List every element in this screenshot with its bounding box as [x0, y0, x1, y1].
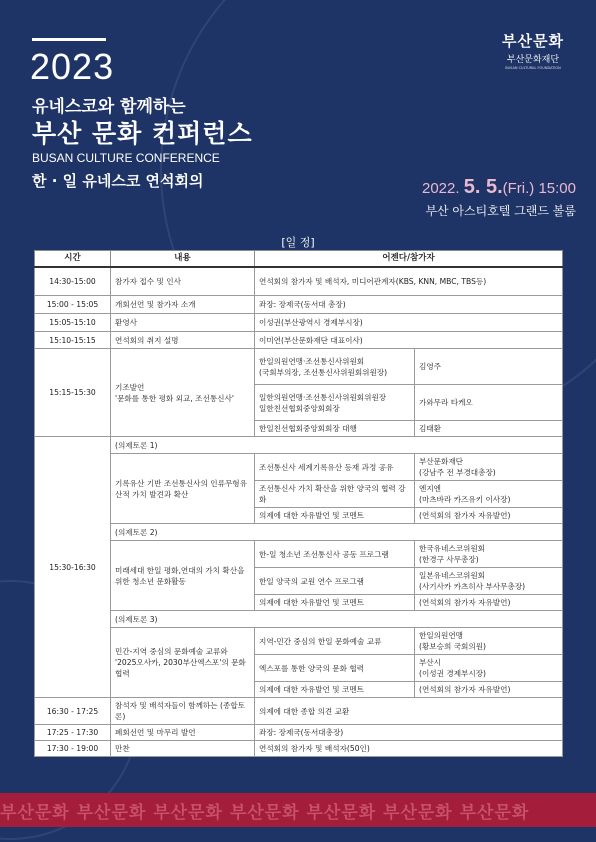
- header-content: 내용: [111, 251, 255, 267]
- time-cell: 16:30 - 17:25: [35, 698, 111, 725]
- table-row: [35, 314, 563, 332]
- participant-cell: (연석회의 참가자 자유발언): [415, 508, 563, 524]
- table-row: [35, 454, 563, 481]
- top-rule: [32, 38, 106, 41]
- table-row: [35, 296, 563, 314]
- event-date: [422, 176, 576, 199]
- page-title: 부산 문화 컨퍼런스: [32, 119, 253, 148]
- time-cell: 15:15-15:30: [35, 349, 111, 437]
- agenda-cell: 의제에 대한 자유발언 및 코멘트: [255, 682, 415, 698]
- english-title: BUSAN CULTURE CONFERENCE: [32, 151, 220, 165]
- content-cell: [111, 349, 255, 437]
- table-row: [35, 267, 563, 296]
- content-line: 기조발언: [115, 382, 145, 392]
- header-agenda: 어젠다/참가자: [255, 251, 563, 267]
- agenda-cell: 연석회의 참가자 및 배석자(50인): [255, 741, 563, 757]
- table-row: [35, 524, 563, 541]
- content-cell: 연석회의 취지 설명: [111, 332, 255, 349]
- content-cell: 민간-지역 중심의 문화예술 교류와 '2025오사카, 2030부산엑스포'의 문화 협력: [111, 628, 255, 698]
- section-label: (의제토론 3): [111, 611, 563, 628]
- agenda-cell: 좌장: 장제국(동서대총장): [255, 725, 563, 741]
- agenda-cell: 한일 양국의 교원 연수 프로그램: [255, 568, 415, 595]
- participant-cell: 한국유네스코위원회 (한경구 사무총장): [415, 541, 563, 568]
- event-name: 한 · 일 유네스코 연석회의: [32, 172, 204, 190]
- participant-cell: 부산문화재단 (강남주 전 부경대총장): [415, 454, 563, 481]
- event-venue: 부산 아스티호텔 그랜드 볼룸: [425, 204, 576, 218]
- participant-cell: 한일의원연맹 (황보승희 국회의원): [415, 628, 563, 655]
- logo-mark: 부산문화: [502, 32, 564, 50]
- header-time: 시간: [35, 251, 111, 267]
- table-row: [35, 741, 563, 757]
- table-header-row: [35, 251, 563, 267]
- time-cell: 15:05-15:10: [35, 314, 111, 332]
- time-cell: 17:30 - 19:00: [35, 741, 111, 757]
- time-cell: 15:00 - 15:05: [35, 296, 111, 314]
- content-cell: 미래세대 한일 평화,연대의 가치 확산을 위한 청소년 문화활동: [111, 541, 255, 611]
- table-row: [35, 332, 563, 349]
- year-heading: 2023: [30, 46, 115, 87]
- schedule-label: [일 정]: [281, 236, 315, 249]
- bottom-logo-band: [0, 793, 596, 827]
- participant-cell: (연석회의 참가자 자유발언): [415, 595, 563, 611]
- participant-cell: 부산시 (이성권 경제부시장): [415, 655, 563, 682]
- agenda-cell: 좌장: 장제국(동서대 총장): [255, 296, 563, 314]
- date-year: 2022.: [421, 180, 460, 197]
- date-weekday: (Fri.): [502, 180, 535, 197]
- participant-cell: 가와무라 타케오: [415, 385, 563, 421]
- table-row: [35, 628, 563, 655]
- content-line: '문화를 통한 평화 외교, 조선통신사': [115, 393, 234, 403]
- schedule-table: [34, 250, 563, 757]
- content-cell: 참석자 및 배석자들이 함께하는 (종합토론): [111, 698, 255, 725]
- agenda-cell: 의제에 대한 자유발언 및 코멘트: [255, 595, 415, 611]
- participant-cell: 일본유네스코위원회 (사기사카 카츠히사 부사무총장): [415, 568, 563, 595]
- agenda-cell: 일한의원연맹·조선통신사위원회위원장 일한친선협회중앙회회장: [255, 385, 415, 421]
- logo-name-en: BUSAN CULTURAL FOUNDATION: [505, 66, 561, 70]
- section-label: (의제토론 1): [111, 437, 563, 454]
- agenda-cell: 이성권(부산광역시 경제부시장): [255, 314, 563, 332]
- foundation-logo: [496, 30, 570, 70]
- participant-cell: 김태환: [415, 421, 563, 437]
- schedule-table-wrapper: [34, 250, 562, 757]
- content-cell: 개회선언 및 참가자 소개: [111, 296, 255, 314]
- agenda-cell: 한-일 청소년 조선통신사 공동 프로그램: [255, 541, 415, 568]
- table-row: [35, 437, 563, 454]
- participant-cell: 엔지엔 (마츠바라 카즈유키 이사장): [415, 481, 563, 508]
- agenda-cell: 의제에 대한 종합 의견 교환: [255, 698, 563, 725]
- agenda-cell: 엑스포를 통한 양국의 문화 협력: [255, 655, 415, 682]
- date-month-day: 5. 5.: [463, 176, 503, 198]
- agenda-cell: 조선통신사 가치 확산을 위한 양국의 협력 강화: [255, 481, 415, 508]
- event-time: 15:00: [538, 180, 576, 197]
- agenda-cell: 한일친선협회중앙회회장 대행: [255, 421, 415, 437]
- participant-cell: 김영주: [415, 349, 563, 385]
- table-row: [35, 698, 563, 725]
- agenda-cell: 지역-민간 중심의 한일 문화예술 교류: [255, 628, 415, 655]
- content-cell: 만찬: [111, 741, 255, 757]
- agenda-cell: 연석회의 참가자 및 배석자, 미디어관계자(KBS, KNN, MBC, TBS등): [255, 267, 563, 296]
- subtitle: 유네스코와 함께하는: [32, 97, 186, 117]
- time-cell: 15:30-16:30: [35, 437, 111, 698]
- agenda-cell: 한일의원연맹·조선통신사위원회 (국회부의장, 조선통신사위원회위원장): [255, 349, 415, 385]
- time-cell: 14:30-15:00: [35, 267, 111, 296]
- band-logo-text: 부산문화 부산문화 부산문화 부산문화 부산문화 부산문화 부산문화: [0, 802, 530, 823]
- time-cell: 17:25 - 17:30: [35, 725, 111, 741]
- content-cell: 기록유산 기반 조선통신사의 인류무형유산적 가치 발견과 확산: [111, 454, 255, 524]
- content-cell: 환영사: [111, 314, 255, 332]
- table-row: [35, 725, 563, 741]
- agenda-cell: 조선통신사 세계기록유산 등재 과정 공유: [255, 454, 415, 481]
- table-row: [35, 611, 563, 628]
- participant-cell: (연석회의 참가자 자유발언): [415, 682, 563, 698]
- logo-name-ko: 부산문화재단: [506, 55, 560, 65]
- table-row: [35, 541, 563, 568]
- agenda-cell: 이미연(부산문화재단 대표이사): [255, 332, 563, 349]
- section-label: (의제토론 2): [111, 524, 563, 541]
- time-cell: 15:10-15:15: [35, 332, 111, 349]
- agenda-cell: 의제에 대한 자유발언 및 코멘트: [255, 508, 415, 524]
- content-cell: 폐회선언 및 마무리 발언: [111, 725, 255, 741]
- content-cell: 참가자 접수 및 인사: [111, 267, 255, 296]
- table-row: [35, 349, 563, 385]
